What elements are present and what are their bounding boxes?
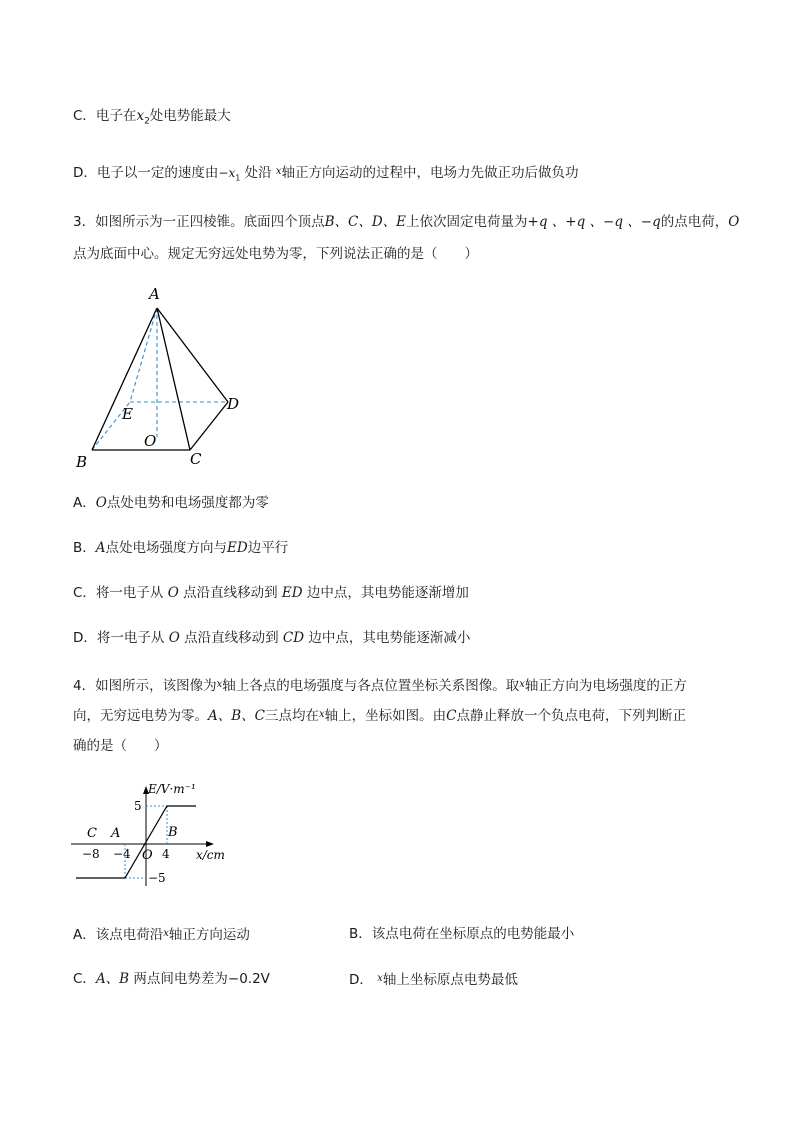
field-graph (68, 778, 238, 888)
point-c-label: C (87, 826, 97, 841)
q4-stem-line1: 4．如图所示，该图像为$^x$轴上各点的电场强度与各点位置坐标关系图像。取$^x$轴正方向为电场强度的正方 (73, 678, 687, 694)
q3-stem-line2: 点为底面中心。规定无穷远处电势为零，下列说法正确的是（ ） (73, 246, 478, 262)
pyramid-figure (70, 282, 250, 472)
x-axis-label: x/cm (196, 848, 225, 862)
q4-stem-line3: 确的是（ ） (73, 738, 168, 754)
tick-xneg8: −8 (82, 847, 100, 861)
q4-stem-line2: 向，无穷远电势为零。A、B、C三点均在$^x$轴上，坐标如图。由C点静止释放一个负点电荷，下列判断正 (73, 708, 686, 724)
q4-option-a: A．该点电荷沿$^x$轴正方向运动 (73, 927, 250, 943)
tick-x4: 4 (162, 847, 170, 861)
edge-cd (190, 402, 228, 450)
label-e: E (122, 405, 133, 423)
edge-ab (92, 308, 157, 450)
q4-option-c: C．A、B 两点间电势差为−0.2V (73, 971, 270, 987)
origin-label: O (142, 848, 153, 863)
edge-ae-dashed (130, 308, 157, 402)
field-curve (76, 806, 196, 878)
label-o: O (144, 432, 157, 450)
q3-option-d: D．将一电子从 O 点沿直线移动到 CD 边中点，其电势能逐渐减小 (73, 630, 471, 646)
label-d: D (227, 395, 240, 413)
q3-option-a: A．O点处电势和电场强度都为零 (73, 495, 269, 511)
q2-option-c: C．电子在$x_2$处电势能最大 (73, 108, 231, 127)
tick-xneg4: −4 (113, 847, 131, 861)
q2-option-d: D．电子以一定的速度由$-x_1$ 处沿 $^x$轴正方向运动的过程中，电场力先做正功后做负功 (73, 165, 579, 183)
q3-option-c: C．将一电子从 O 点沿直线移动到 ED 边中点，其电势能逐渐增加 (73, 585, 469, 601)
y-axis-label: E/V·m⁻¹ (148, 782, 196, 796)
tick-yneg5: −5 (148, 871, 166, 885)
tick-y5: 5 (134, 799, 142, 813)
point-a-label: A (111, 826, 121, 841)
label-b: B (76, 453, 88, 471)
var-x: x (136, 108, 145, 124)
label-c: C (190, 450, 202, 468)
q3-stem-line1: 3．如图所示为一正四棱锥。底面四个顶点B、C、D、E上依次固定电荷量为+q 、+q 、−q 、−q的点电荷，O (73, 214, 740, 230)
q4-option-d: D． $^x$轴上坐标原点电势最低 (349, 972, 518, 988)
point-b-label: B (168, 825, 178, 840)
q3-option-b: B．A点处电场强度方向与ED边平行 (73, 540, 289, 556)
x-axis-arrow (206, 841, 214, 847)
label-a: A (149, 285, 160, 303)
q4-option-b: B．该点电荷在坐标原点的电势能最小 (349, 926, 575, 942)
